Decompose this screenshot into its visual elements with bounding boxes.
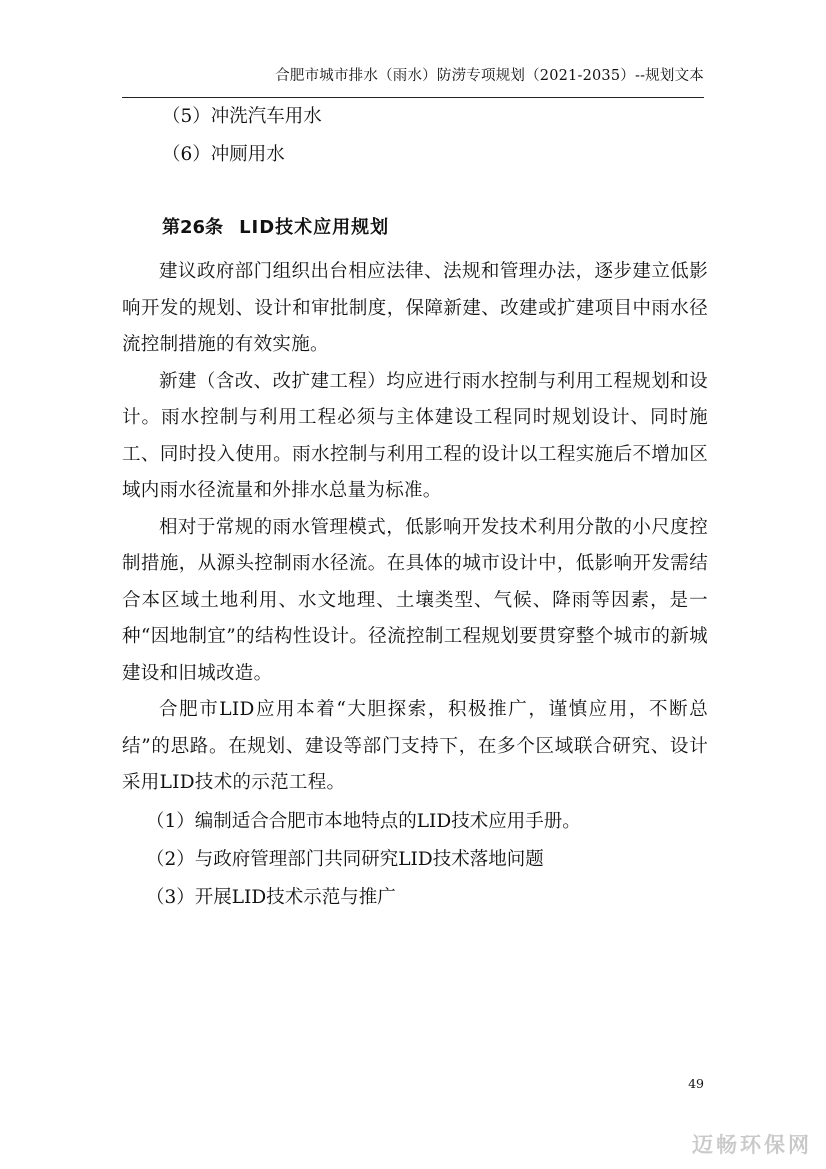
section-heading xyxy=(122,205,708,250)
paragraph-1: 建议政府部门组织出台相应法律、法规和管理办法，逐步建立低影响开发的规划、设计和审批制度，保障新建、改建或扩建项目中雨水径流控制措施的有效实施。 xyxy=(122,261,708,355)
paragraph-3: 相对于常规的雨水管理模式，低影响开发技术利用分散的小尺度控制措施，从源头控制雨水径流。在具体的城市设计中，低影响开发需结合本区域土地利用、水文地理、土壤类型、气候、降雨等因素，是一种“因地制宜”的结构性设计。径流控制工程规划要贯穿整个城市的新城建设和旧城改造。 xyxy=(122,516,708,684)
section-number: 第26条 xyxy=(162,217,224,238)
paragraph-2: 新建（含改、改扩建工程）均应进行雨水控制与利用工程规划和设计。雨水控制与利用工程必须与主体建设工程同时规划设计、同时施工、同时投入使用。雨水控制与利用工程的设计以工程实施后不增加区域内雨水径流量和外排水总量为标准。 xyxy=(122,370,708,501)
header-title: 合肥市城市排水（雨水）防涝专项规划（2021-2035）--规划文本 xyxy=(275,68,704,84)
paragraph-4: 合肥市LID应用本着“大胆探索，积极推广，谨慎应用，不断总结”的思路。在规划、建设等部门支持下，在多个区域联合研究、设计采用LID技术的示范工程。 xyxy=(122,699,708,793)
watermark-logo: 迈畅环保网 xyxy=(692,1133,812,1157)
page-number: 49 xyxy=(688,1076,704,1091)
list-item-1: （1）编制适合合肥市本地特点的LID技术应用手册。 xyxy=(146,810,581,832)
intro-item-6: （6）冲厕用水 xyxy=(162,144,285,165)
intro-item-5: （5）冲洗汽车用水 xyxy=(162,106,322,127)
list-item-2: （2）与政府管理部门共同研究LID技术落地问题 xyxy=(146,848,544,870)
list-item-3: （3）开展LID技术示范与推广 xyxy=(146,886,396,908)
section-title: LID技术应用规划 xyxy=(239,217,390,238)
page-body xyxy=(122,98,708,917)
measures-list xyxy=(122,803,708,917)
